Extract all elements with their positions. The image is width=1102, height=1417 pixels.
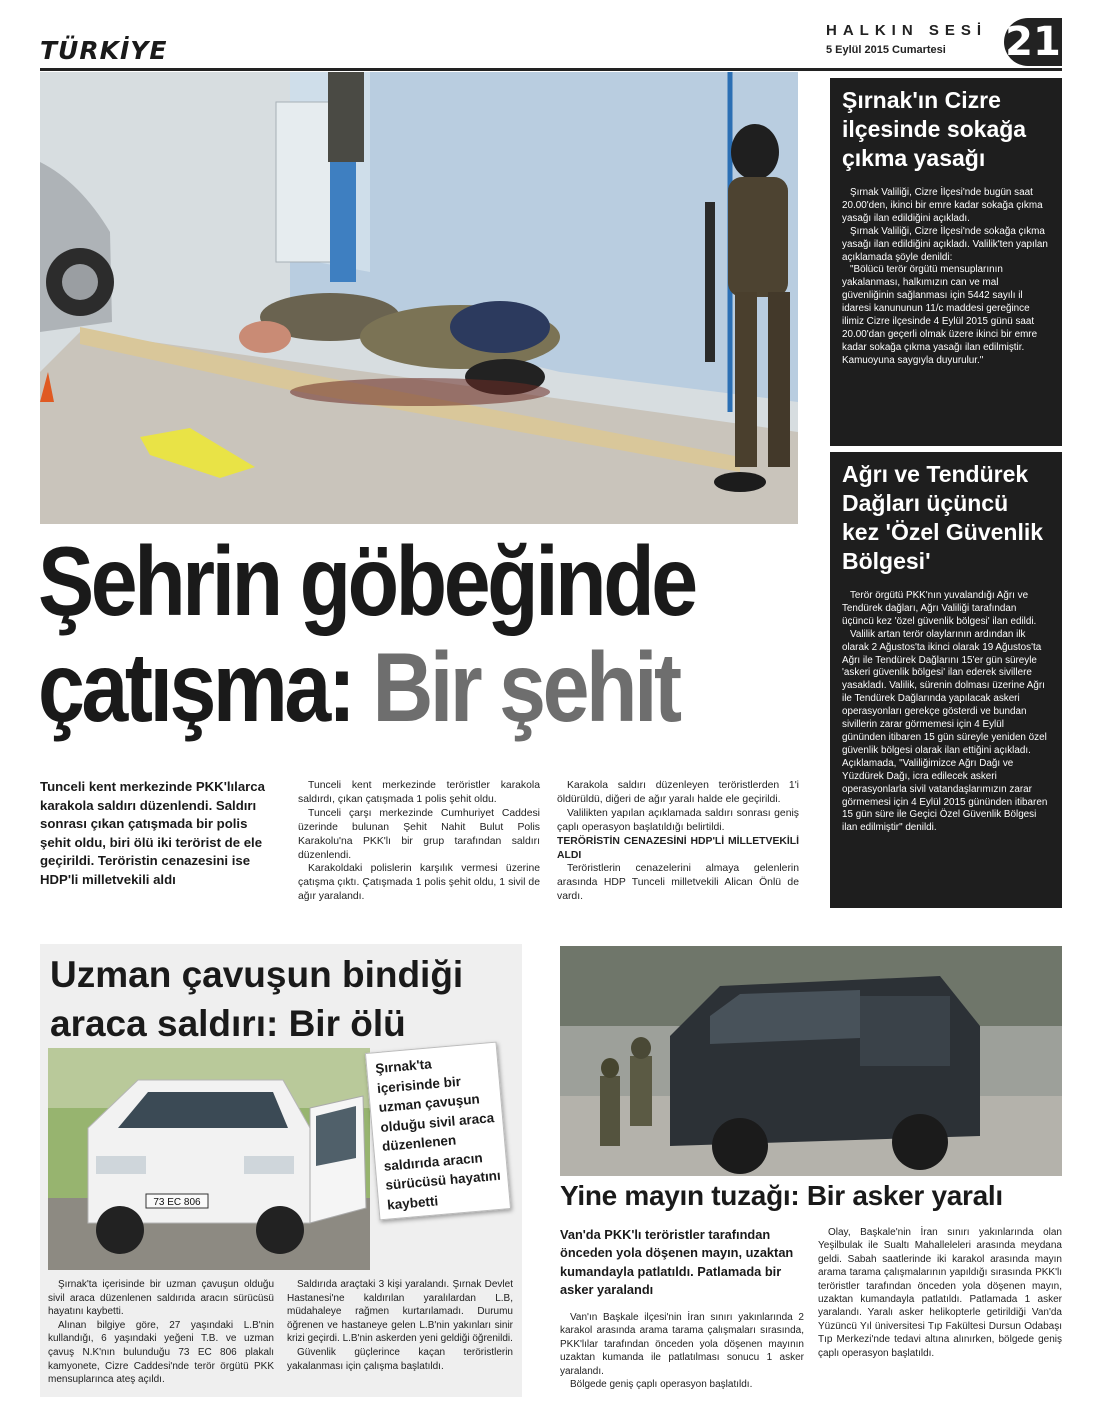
headline-line-2 — [38, 634, 717, 740]
section-title: TÜRKİYE — [40, 36, 168, 65]
uzman-story-title: Uzman çavuşun bindiği araca saldırı: Bir ölü — [50, 954, 464, 1044]
paragraph: Karakola saldırı düzenleyen teröristlerden 1'i öldürüldü, diğeri de ağır yaralı halde ele geçirildi. — [557, 780, 799, 805]
uzman-story-column-1 — [48, 1278, 274, 1387]
newspaper-name: HALKIN SESİ — [826, 22, 988, 39]
paragraph: Güvenlik güçlerince kaçan teröristlerin yakalanması için çalışma başlatıldı. — [287, 1346, 513, 1372]
subheading: TERÖRİSTİN CENAZESİNİ HDP'Lİ MİLLETVEKİLİ ALDI — [557, 835, 799, 861]
sidebar-cizre — [830, 78, 1062, 446]
headline-bir-sehit: Bir şehit — [372, 632, 679, 742]
paragraph: Valilikten yapılan açıklamada saldırı sonrası geniş çaplı operasyon başlatıldığı belirtildi. — [557, 807, 799, 833]
armored-vehicle-photo — [560, 946, 1062, 1176]
sidebar-cizre-text — [842, 187, 1050, 368]
license-plate: 73 EC 806 — [153, 1197, 201, 1208]
paragraph: Olay, Başkale'nin İran sınırı yakınlarında olan Yeşilbulak ile Sualtı Mahalleleleri arasında meydana geldi. Sabah saatlerinde iki karakol arasında mayın arama tarama çalışmalarının yapıldığı sırasında PKK'lı teröristler tarafından önceden yola döşenen mayın, uzaktan kumandayla patlatıldı. Patlamada 1 asker yaralandı. Yaralı asker helikopterle getirildiği Van'da Yüzüncü Yıl üniversitesi Tıp Fakültesi Dursun Odabaşı Tıp Merkezi'nde tedavi altına alınırken, bölgede geniş çaplı operasyon başlatıldı. — [818, 1227, 1062, 1359]
mayin-story-column-2 — [818, 1226, 1062, 1360]
uzman-story-column-2 — [287, 1278, 513, 1373]
white-car-illustration — [48, 1048, 370, 1270]
mayin-story-lead: Van'da PKK'lı teröristler tarafından önceden yola döşenen mayın, uzaktan kumandayla patlatıldı. Patlamada bir asker yaralandı — [560, 1227, 794, 1297]
paragraph: Van'ın Başkale ilçesi'nin İran sınırı yakınlarında 2 karakol arasında arama tarama çalışmaları sırasında, PKK'lılar tarafından önceden yola döşenen mayının uzaktan kumanda ile patlatılması sonucu 1 asker yaralandı. — [560, 1312, 804, 1377]
paragraph: Valilik artan terör olaylarının ardından ilk olarak 2 Ağustos'ta ikinci olarak 19 Ağustos'ta Ağrı ile Tendürek Dağlarını 15'er gün süreyle 'askeri güvenlik bölgesi' ilan ederek sivillere yasakladı. Valilik, sürenin dolması üzerine Ağrı ile Tendürek Dağlarında yapılacak askeri operasyonları gerekçe gösterdi ve bundan sivillerin zarar görmemesi için 4 Eylül gününden itibaren 15 gün süreyle yeniden özel güvenlik bölgesi olarak ilan ettiğini açıkladı. Açıklamada, "Valiliğimizce Ağrı Dağı ve Yüzdürek Dağı, icra edilecek askeri operasyonlarla sivil vatandaşlarımızın zarar görmemesi için 4 Eylül 2015 gününden itibaren 15 gün süre ile Geçici Özel Güvenlik Bölgesi ilan edilmiştir" denildi. — [842, 628, 1048, 834]
header-rule — [40, 68, 1062, 71]
sidebar-agri-text — [842, 590, 1050, 835]
main-story-column-1 — [298, 779, 540, 904]
main-story-lead: Tunceli kent merkezinde PKK'lılarca karakola saldırı düzenlendi. Saldırı sonrası çıkan çatışmada bir polis şehit oldu, biri ölü iki terörist de ele geçirildi. Teröristin cenazesini ise HDP'li milletvekili aldı — [40, 779, 265, 887]
paragraph: Terör örgütü PKK'nın yuvalandığı Ağrı ve Tendürek dağları, Ağrı Valiliği tarafından üçüncü kez 'özel güvenlik bölgesi' ilan edildi. — [842, 590, 1037, 627]
mayin-story-column-1 — [560, 1311, 804, 1391]
main-headline — [38, 528, 717, 740]
paragraph: Saldırıda araçtaki 3 kişi yaralandı. Şırnak Devlet Hastanesi'ne kaldırılan yaralılardan L.B, müdahaleye rağmen kurtarılamadı. Durumu öğrenen ve hastaneye gelen L.B'nin yakınları sinir krizi geçirdi. L.B'nin askerden yeni geldiği öğrenildi. — [287, 1279, 513, 1345]
paragraph: Bölgede geniş çaplı operasyon başlatıldı. — [570, 1379, 753, 1391]
page-number: 21 — [1005, 19, 1061, 65]
paragraph: Şırnak Valiliği, Cizre İlçesi'nde sokağa çıkma yasağı ilan edildiğini açıkladı. Valilik'ten yapılan açıklamada şöyle denildi: — [842, 225, 1048, 263]
armored-vehicle-illustration — [560, 946, 1062, 1176]
paragraph: Karakoldaki polislerin karşılık vermesi üzerine çatışma çıktı. Çatışmada 1 polis şehit oldu, 1 sivil de ağır yaralandı. — [298, 863, 540, 903]
main-news-photo — [40, 72, 798, 524]
paragraph: Teröristlerin cenazelerini almaya gelenlerin arasında HDP Tunceli milletvekili Alican Önlü de vardı. — [557, 863, 799, 903]
sidebar-agri — [830, 452, 1062, 908]
mayin-story-title: Yine mayın tuzağı: Bir asker yaralı — [560, 1180, 1003, 1211]
paragraph: Tunceli çarşı merkezinde Cumhuriyet Caddesi üzerinde bulunan Şehit Nahit Bulut Polis Karakolu'na PKK'lı bir grup tarafından saldırı düzenlendi. — [298, 807, 540, 861]
paragraph: Tunceli kent merkezinde teröristler karakola saldırdı, çıkan çatışmada 1 polis şehit oldu. — [298, 780, 540, 805]
paragraph: Şırnak Valiliği, Cizre İlçesi'nde bugün saat 20.00'den, ikinci bir emre kadar sokağa çıkma yasağı ilan edildiğini açıkladı. — [842, 187, 1043, 224]
paragraph: Şırnak'ta içerisinde bir uzman çavuşun olduğu sivil araca düzenlenen saldırıda aracın sürücüsü hayatını kaybetti. — [48, 1279, 274, 1318]
car-photo — [48, 1048, 370, 1270]
photo-caption-callout: Şırnak'ta içerisinde bir uzman çavuşun olduğu sivil araca düzenlenen saldırıda aracın sürücüsü hayatını kaybetti — [365, 1042, 511, 1221]
street-scene-illustration — [40, 72, 798, 524]
main-story-column-2 — [557, 779, 799, 904]
paragraph: "Bölücü terör örgütü mensuplarının yakalanması, halkımızın can ve mal güvenliğinin sağlanması için 5442 sayılı il idaresi kanununun 11/c maddesi gereğince ilimiz Cizre ilçesinde 4 Eylül 2015 günü saat 20.00'dan geçerli olmak üzere ikinci bir emre kadar sokağa çıkma yasağı ilan edilmiştir. Kamuoyuna saygıyla duyurulur." — [842, 264, 1038, 366]
headline-catisma: çatışma: — [38, 632, 353, 742]
paragraph: Alınan bilgiye göre, 27 yaşındaki L.B'nin kullandığı, 6 yaşındaki yeğeni T.B. ve uzman çavuş N.K'nın bulunduğu 73 EC 806 plakalı kamyonete, Cizre Caddesi'nde terör örgütü PKK mensuplarınca ateş açıldı. — [48, 1319, 274, 1386]
issue-date: 5 Eylül 2015 Cumartesi — [826, 44, 946, 56]
sidebar-agri-title: Ağrı ve Tendürek Dağları üçüncü kez 'Özel Güvenlik Bölgesi' — [842, 461, 1044, 574]
headline-line-1: Şehrin göbeğinde — [38, 526, 695, 636]
sidebar-cizre-title: Şırnak'ın Cizre ilçesinde sokağa çıkma yasağı — [842, 87, 1027, 171]
